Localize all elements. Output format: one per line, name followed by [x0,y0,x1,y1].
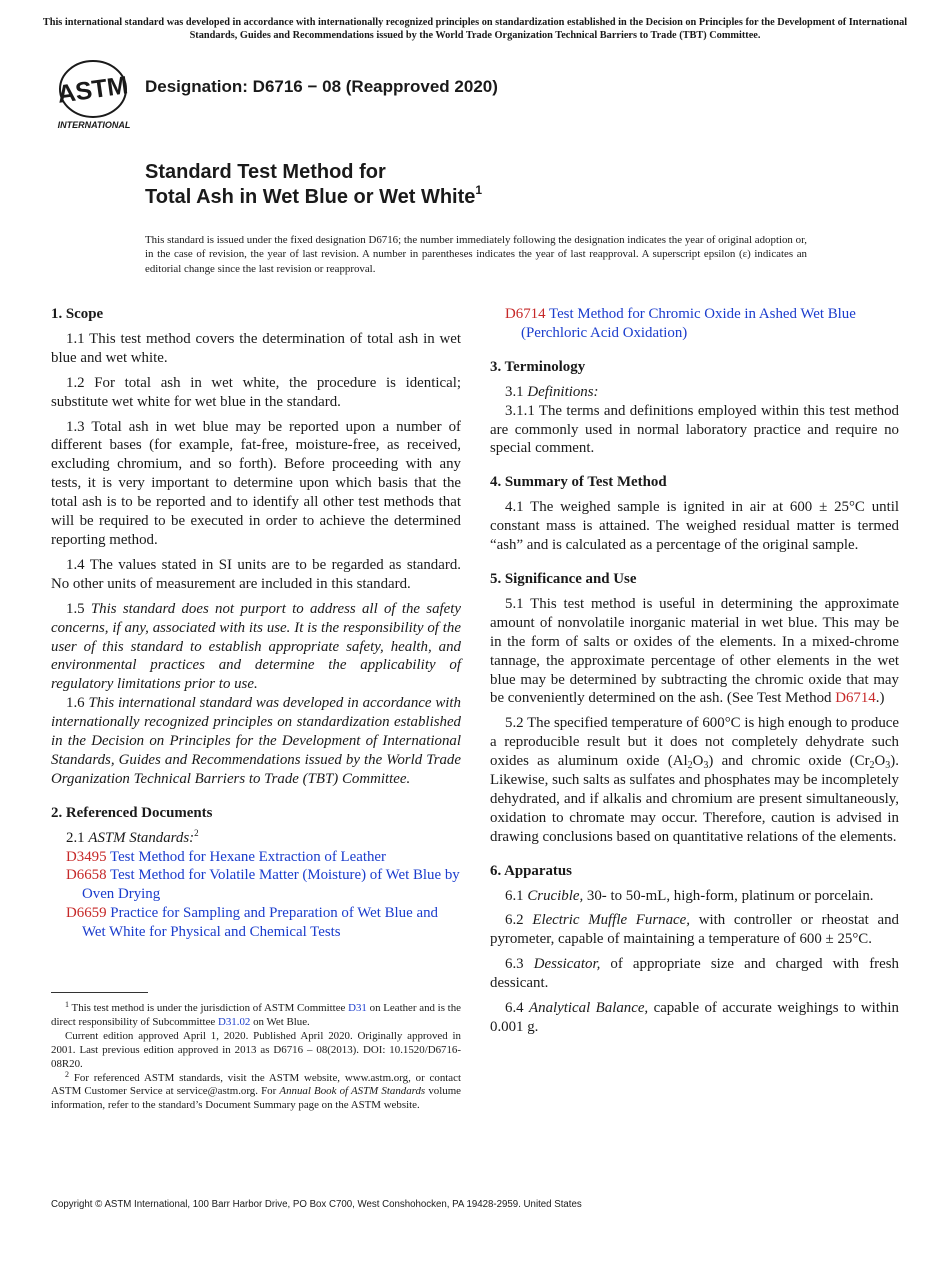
section-terminology-heading: 3. Terminology [490,358,586,375]
footnote-link-d31[interactable]: D31 [348,1002,367,1014]
ref-item-d6658[interactable]: D6658 Test Method for Volatile Matter (Moisture) of Wet Blue by Oven Drying [66,867,460,903]
para-1-5: 1.5 This standard does not purport to address all of the safety concerns, if any, associated with its use. It is the responsibility of the user of this standard to establish appropriate safety, health, and environmental practices and determine the applicability of regulatory limitations prior to use. [51,600,462,693]
para-3-1-1: 3.1.1 The terms and definitions employed within this test method are commonly used in normal laboratory practice and require no special comment. [490,402,899,457]
para-5-2: 5.2 The specified temperature of 600°C is high enough to produce a reproducible result but it does not completely dehydrate such oxides as aluminum oxide $(Al_2O_3)$ and chromic oxide $(Cr_2O_3)$. Likewise, such salts as sulfates and phosphates may be incompletely dehydrated, and if alkalis and chromium are present simultaneously, oxidation to chromate may occur. Therefore, caution is advised in drawing conclusions based on quantitative relations of the elements. [490,715,899,845]
para-1-3: 1.3 Total ash in wet blue may be reported upon a number of different bases (for example, fat-free, moisture-free, as received, excluding chromium, and so forth). Before proceeding with any tests, it is very important to determine upon which basis that the total ash is to be reported and to identify all other test methods that will be required to be executed in order to achieve the determined reporting method. [51,418,461,548]
footnote-2: $^2$ For referenced ASTM standards, visit the ASTM website, www.astm.org, or contact ASTM Customer Service at service@astm.org. For Annual Book of ASTM Standards volume information, refer to the standard’s Document Summary page on the ASTM website. [51,1069,461,1112]
footnote-divider [51,992,148,993]
para-6-1: 6.1 Crucible, 30- to 50-mL, high-form, platinum or porcelain. [505,887,874,904]
para-3-1: 3.1 Definitions: [505,383,599,400]
para-4-1: 4.1 The weighed sample is ignited in air at 600 ± 25°C until constant mass is attained. The weighed residual matter is termed “ash” and is calculated as a percentage of the original sample. [490,499,899,554]
title-line-1: Standard Test Method for [145,161,386,183]
para-1-6: 1.6 This international standard was developed in accordance with internationally recognized principles on standardization established in the Decision on Principles for the Development of International Standards, Guides and Recommendations issued by the World Trade Organization Technical Barriers to Trade (TBT) Committee. [51,695,462,787]
ref-item-d6714[interactable]: D6714 Test Method for Chromic Oxide in Ashed Wet Blue (Perchloric Acid Oxidation) [505,306,856,341]
section-apparatus-heading: 6. Apparatus [490,862,572,879]
left-column [51,305,461,942]
astm-logo-text: ASTM [55,71,130,109]
copyright-line: Copyright © ASTM International, 100 Barr Harbor Drive, PO Box C700, West Conshohocken, PA 19428-2959. United States [51,1199,582,1210]
issuance-notice: This standard is issued under the fixed designation D6716; the number immediately following the designation indicates the year of original adoption or, in the case of revision, the year of last revision. A number in parentheses indicates the year of last reapproval. A superscript epsilon (ε) indicates an editorial change since the last revision or reapproval. [145,234,807,275]
footnote-link-d31-02[interactable]: D31.02 [217,1015,251,1028]
section-significance-heading: 5. Significance and Use [490,570,637,587]
para-6-2: 6.2 Electric Muffle Furnace, with controller or rheostat and pyrometer, capable of maintaining a temperature of 600 ± 25°C. [490,912,899,948]
ref-item-d6659[interactable]: D6659 Practice for Sampling and Preparation of Wet Blue and Wet White for Physical and Chemical Tests [66,905,438,941]
title-line-2: Total Ash in Wet Blue or Wet White$^1$ [145,183,483,208]
right-column [490,305,899,1037]
para-1-4: 1.4 The values stated in SI units are to be regarded as standard. No other units of measurement are included in this standard. [51,556,461,592]
title-footnote-ref[interactable]: 1 [475,183,483,197]
footnotes [51,1002,461,1113]
section-scope-heading: 1. Scope [51,306,104,322]
para-1-1: 1.1 This test method covers the determination of total ash in wet blue and wet white. [51,330,461,366]
footnote-1-edition: Current edition approved April 1, 2020. Published April 2020. Originally approved in 2001. Last previous edition approved in 2013 as D6716 – 08(2013). DOI: 10.1520/D6716-08R20. [51,1029,461,1070]
designation: Designation: D6716 − 08 (Reapproved 2020) [145,77,498,96]
section-summary-heading: 4. Summary of Test Method [490,474,667,491]
section-refdocs-heading: 2. Referenced Documents [51,804,213,821]
para-6-4: 6.4 Analytical Balance, capable of accurate weighings to within 0.001 g. [490,1000,899,1035]
ref-link-d6714[interactable]: D6714 [835,690,876,707]
para-6-3: 6.3 Dessicator, of appropriate size and charged with fresh dessicant. [490,956,899,992]
standards-banner: This international standard was developed in accordance with internationally recognized principles on standardization established in the Decision on Principles for the Development of International Standards, Guides and Recommendations issued by the World Trade Organization Technical Barriers to Trade (TBT) Committee. [42,17,908,41]
document-title [145,160,482,210]
para-1-2: 1.2 For total ash in wet white, the procedure is identical; substitute wet white for wet blue in the standard. [51,374,461,410]
ref-item-d3495[interactable]: D3495 Test Method for Hexane Extraction of Leather [66,848,386,865]
footnote-1: $^1$ This test method is under the jurisdiction of ASTM Committee D31 on Leather and is the direct responsibility of Subcommittee D31.02 on Wet Blue. [51,1000,461,1028]
para-2-1: 2.1 ASTM Standards:$^2$ [66,827,199,846]
astm-logo-subtext: INTERNATIONAL [57,120,131,130]
para-5-1: 5.1 This test method is useful in determining the approximate amount of nonvolatile inorganic material in wet blue. This may be in the form of salts or oxides of the elements. In a mixed-chrome tannage, the approximate percentage of other elements in the wet blue may be determined by subtracting the chromic oxide that may be conveniently determined on the ash. (See Test Method D6714.) [490,595,899,707]
astm-logo [53,57,135,133]
